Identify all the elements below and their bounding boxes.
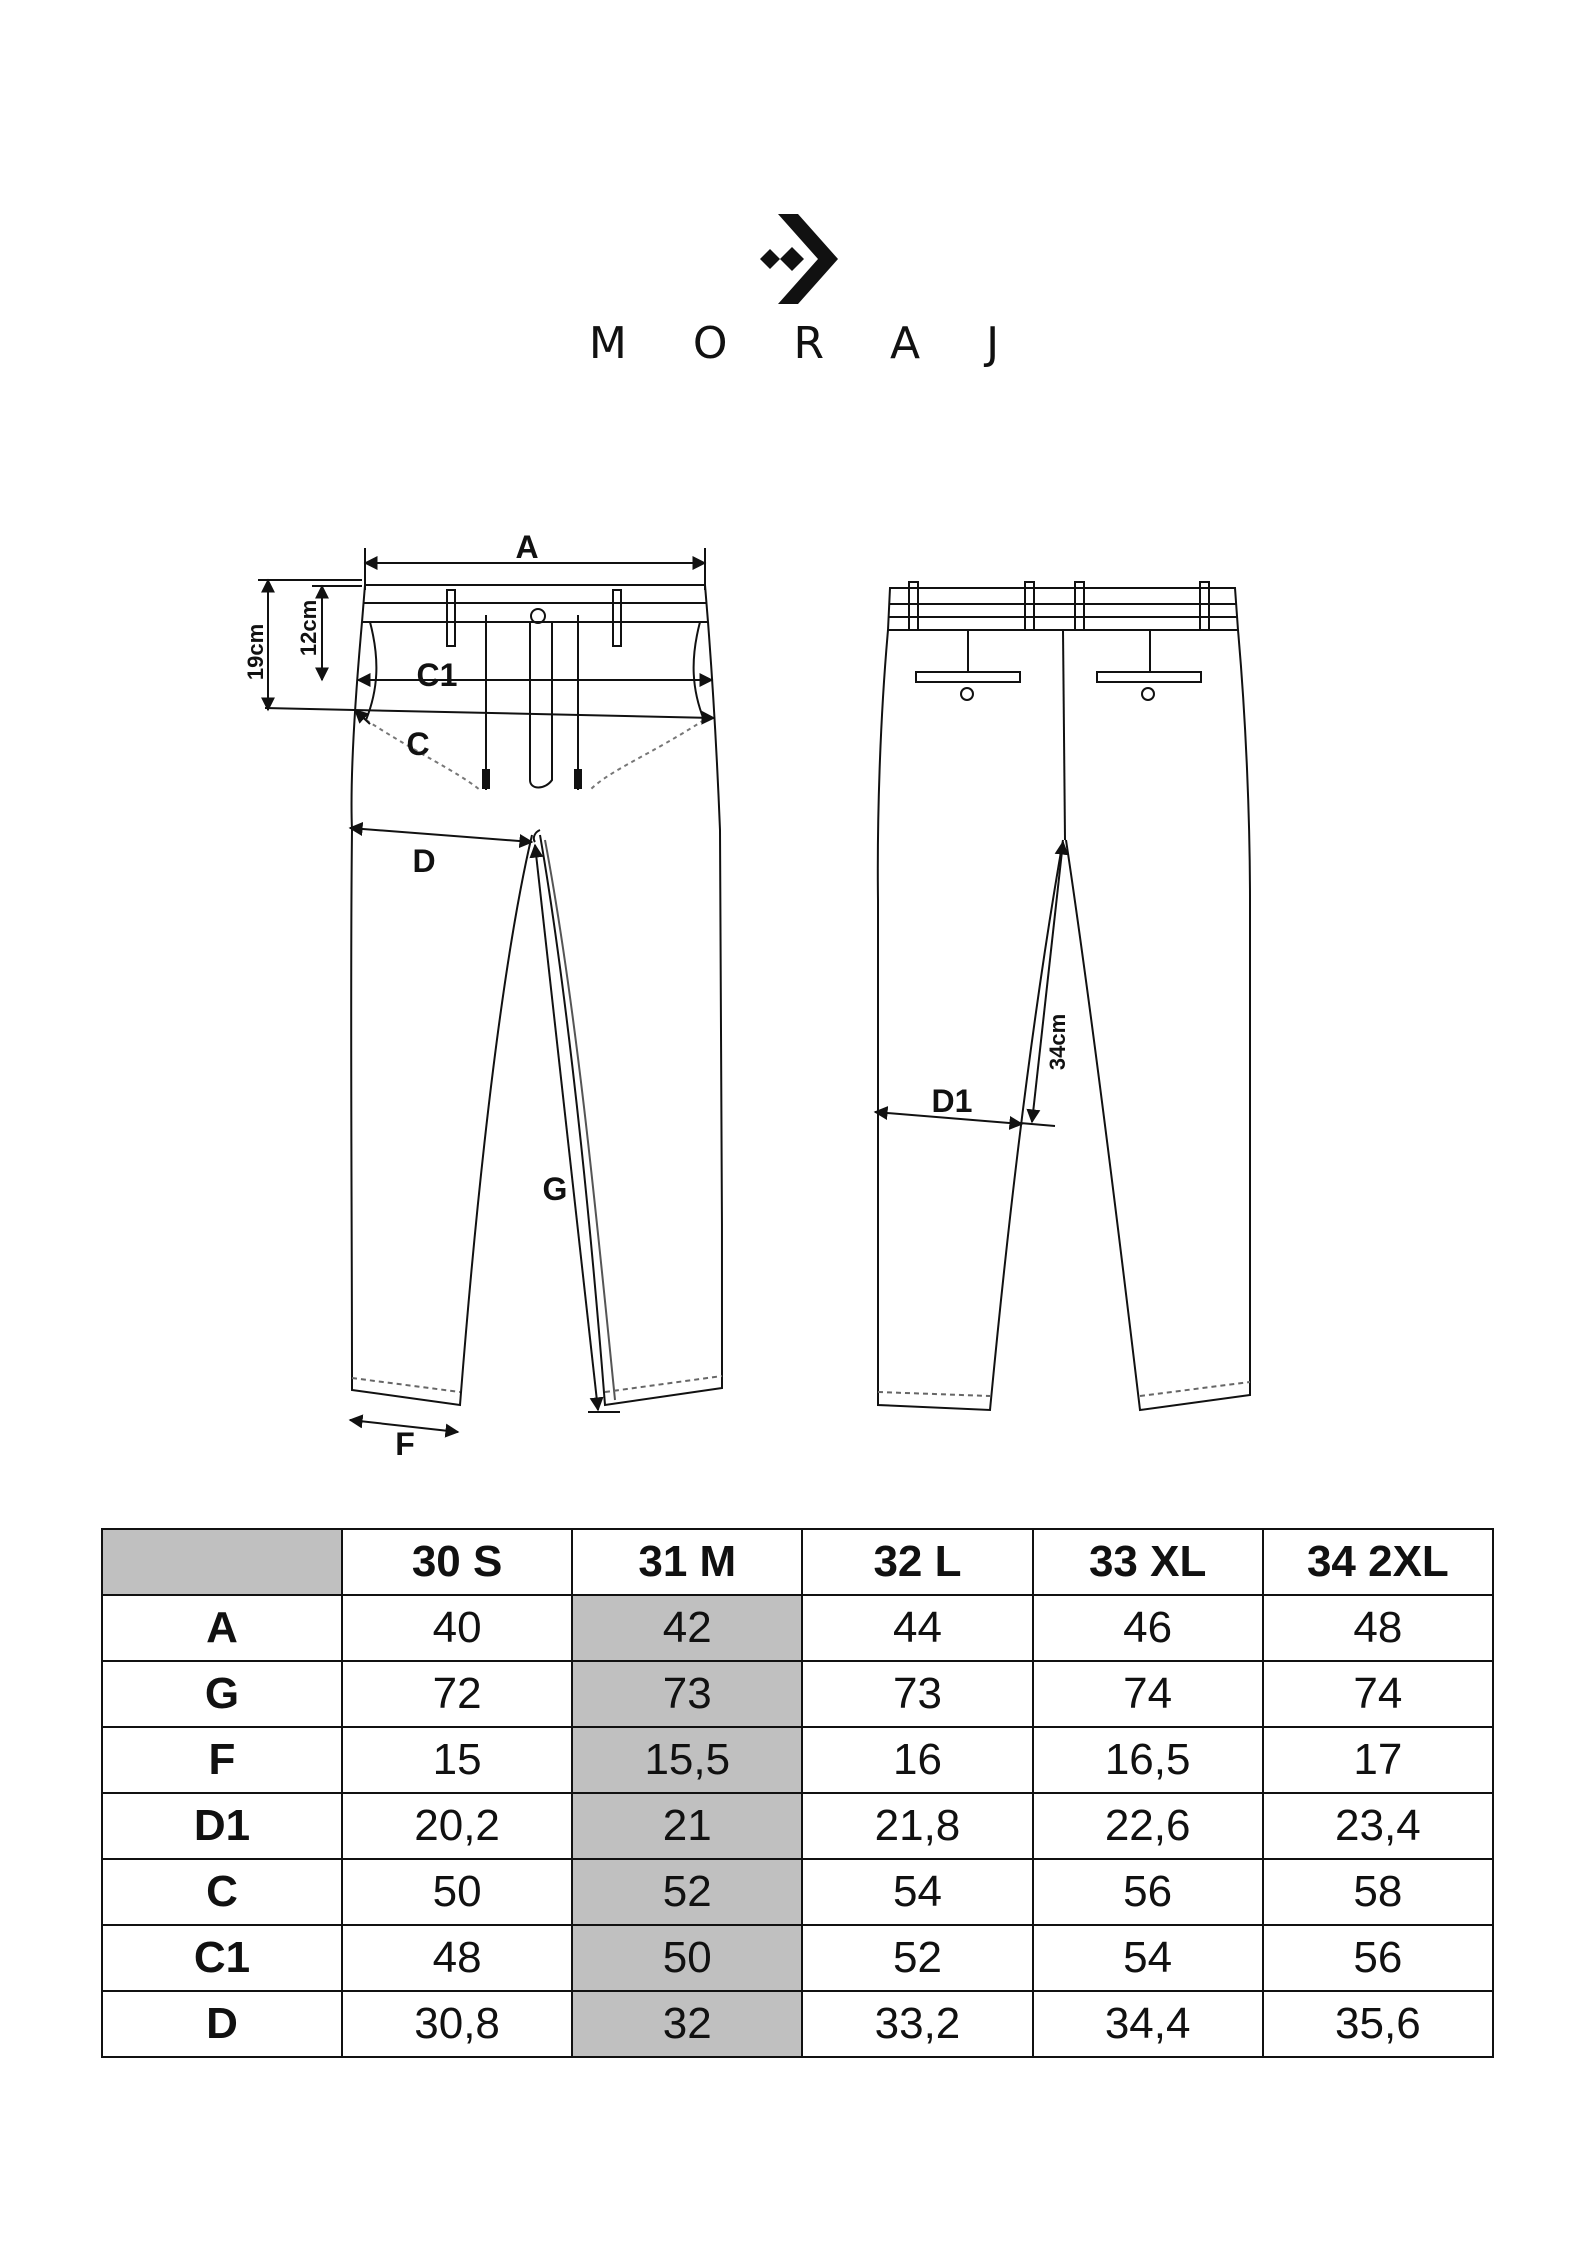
table-cell: 21 — [572, 1793, 802, 1859]
table-cell: 74 — [1263, 1661, 1493, 1727]
table-cell: 40 — [342, 1595, 572, 1661]
row-label: F — [102, 1727, 342, 1793]
table-cell: 48 — [1263, 1595, 1493, 1661]
table-row — [102, 1859, 1493, 1925]
table-cell: 21,8 — [802, 1793, 1032, 1859]
brand-name: M O R A J — [588, 318, 1026, 369]
table-cell: 34,4 — [1033, 1991, 1263, 2057]
table-cell: 35,6 — [1263, 1991, 1493, 2057]
table-cell: 23,4 — [1263, 1793, 1493, 1859]
row-label: C1 — [102, 1925, 342, 1991]
table-cell: 54 — [1033, 1925, 1263, 1991]
table-cell: 17 — [1263, 1727, 1493, 1793]
table-cell: 15,5 — [572, 1727, 802, 1793]
table-cell: 54 — [802, 1859, 1032, 1925]
dim-34cm — [1032, 842, 1063, 1122]
header-size: 33 XL — [1033, 1529, 1263, 1595]
header-size: 30 S — [342, 1529, 572, 1595]
table-cell: 22,6 — [1033, 1793, 1263, 1859]
dimension-lines — [258, 548, 1063, 1432]
label-34cm: 34cm — [1045, 1013, 1070, 1071]
size-chart-table — [101, 1528, 1494, 2058]
header-size: 34 2XL — [1263, 1529, 1493, 1595]
table-row — [102, 1661, 1493, 1727]
table-cell: 52 — [572, 1859, 802, 1925]
table-cell: 56 — [1033, 1859, 1263, 1925]
table-cell: 50 — [342, 1859, 572, 1925]
table-cell: 30,8 — [342, 1991, 572, 2057]
table-cell: 15 — [342, 1727, 572, 1793]
table-row — [102, 1991, 1493, 2057]
table-cell: 73 — [572, 1661, 802, 1727]
label-12cm: 12cm — [296, 599, 321, 657]
label-g: G — [542, 1171, 568, 1207]
table-row — [102, 1793, 1493, 1859]
label-d: D — [412, 843, 436, 879]
header-size: 32 L — [802, 1529, 1032, 1595]
header-size: 31 M — [572, 1529, 802, 1595]
table-cell: 42 — [572, 1595, 802, 1661]
row-label: D — [102, 1991, 342, 2057]
table-cell: 44 — [802, 1595, 1032, 1661]
table-row — [102, 1925, 1493, 1991]
row-label: C — [102, 1859, 342, 1925]
table-cell: 20,2 — [342, 1793, 572, 1859]
table-cell: 72 — [342, 1661, 572, 1727]
table-cell: 32 — [572, 1991, 802, 2057]
table-cell: 58 — [1263, 1859, 1493, 1925]
dim-c — [265, 708, 714, 718]
label-f: F — [395, 1426, 415, 1462]
back-pants-outline — [878, 582, 1250, 1410]
table-cell: 16 — [802, 1727, 1032, 1793]
table-cell: 33,2 — [802, 1991, 1032, 2057]
row-label: D1 — [102, 1793, 342, 1859]
label-d1: D1 — [931, 1083, 973, 1119]
label-19cm: 19cm — [243, 623, 268, 681]
table-cell: 48 — [342, 1925, 572, 1991]
front-pants-outline — [351, 585, 722, 1405]
table-corner-cell — [102, 1529, 342, 1595]
table-cell: 16,5 — [1033, 1727, 1263, 1793]
table-row — [102, 1595, 1493, 1661]
row-label: G — [102, 1661, 342, 1727]
table-row — [102, 1727, 1493, 1793]
table-cell: 56 — [1263, 1925, 1493, 1991]
label-c1: C1 — [416, 657, 458, 693]
dim-d — [350, 828, 532, 842]
table-cell: 50 — [572, 1925, 802, 1991]
table-cell: 74 — [1033, 1661, 1263, 1727]
table-cell: 46 — [1033, 1595, 1263, 1661]
dim-g — [535, 845, 598, 1410]
table-cell: 73 — [802, 1661, 1032, 1727]
label-a: A — [515, 529, 539, 565]
row-label: A — [102, 1595, 342, 1661]
table-header-row — [102, 1529, 1493, 1595]
table-cell: 52 — [802, 1925, 1032, 1991]
label-c: C — [406, 726, 430, 762]
